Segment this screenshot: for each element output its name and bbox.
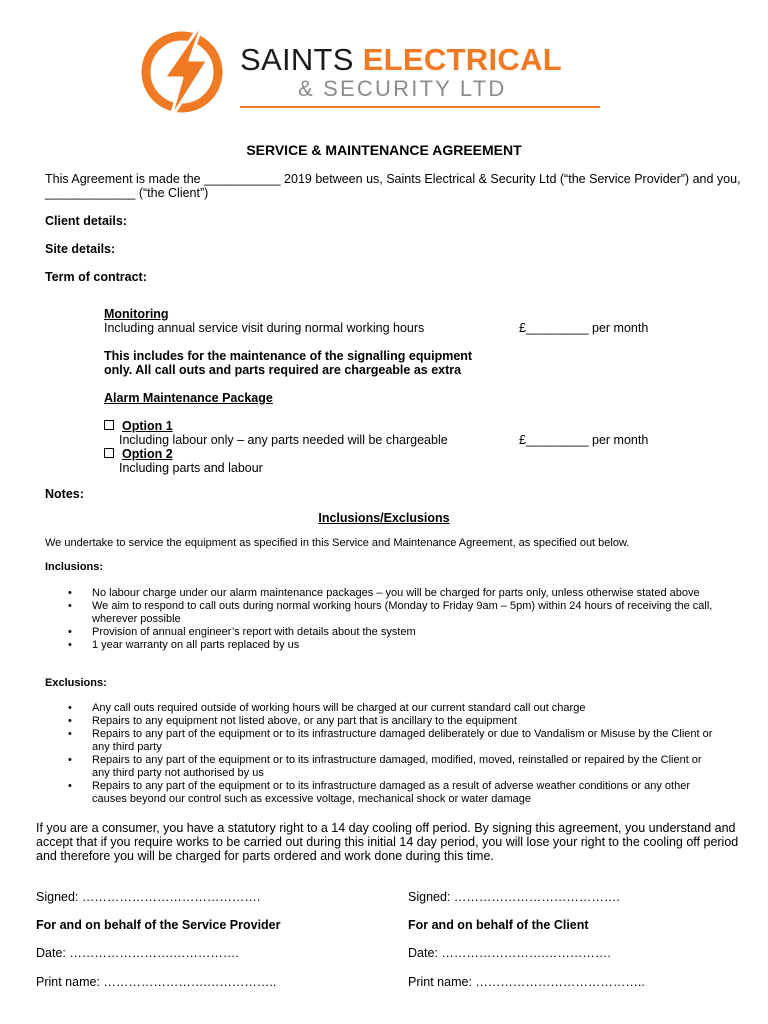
brand-name-saints: SAINTS (240, 42, 363, 77)
undertake-text: We undertake to service the equipment as specified in this Service and Maintenance Agreement, as specified out below. (45, 537, 630, 549)
client-date-field[interactable]: Date: …………………….……………. (408, 946, 611, 960)
brand-name (240, 42, 562, 78)
option1-price: £_________ per month (519, 433, 649, 447)
inclusions-list (92, 587, 722, 652)
notes-label: Notes: (45, 487, 84, 501)
option2-label: Option 2 (122, 447, 173, 461)
brand-name-electrical: ELECTRICAL (362, 42, 563, 77)
page-title: SERVICE & MAINTENANCE AGREEMENT (246, 142, 522, 158)
list-item: • We aim to respond to call outs during normal working hours (Monday to Friday 9am – 5pm) within 24 hours of receiving the call, wherever possible (92, 600, 722, 626)
list-item: • Any call outs required outside of working hours will be charged at our current standard call out charge (92, 702, 722, 715)
package-heading: Alarm Maintenance Package (104, 391, 273, 405)
lightning-bolt-circle-icon (136, 20, 236, 120)
monitoring-price: £_________ per month (519, 321, 649, 335)
brand-tagline: & SECURITY LTD (298, 76, 507, 101)
list-item: • Repairs to any part of the equipment or to its infrastructure damaged deliberately or due to Vandalism or Misuse by the Client or any third party (92, 728, 722, 754)
brand-rule (240, 106, 600, 108)
client-behalf-label: For and on behalf of the Client (408, 918, 589, 932)
provider-behalf-label: For and on behalf of the Service Provider (36, 918, 281, 932)
maintenance-note-line1: This includes for the maintenance of the signalling equipment (104, 349, 473, 363)
inclusions-heading: Inclusions: (45, 561, 104, 573)
monitoring-desc: Including annual service visit during normal working hours (104, 321, 425, 335)
site-details-label: Site details: (45, 242, 116, 256)
client-details-label: Client details: (45, 214, 127, 228)
consumer-rights-paragraph: If you are a consumer, you have a statutory right to a 14 day cooling off period. By signing this agreement, you understand and accept that if you require works to be carried out during this initial 14 day period, you will lose your right to the cooling off period and therefore you will be charged for parts ordered and work done during this time. (36, 821, 739, 863)
option1-desc: Including labour only – any parts needed will be chargeable (119, 433, 448, 447)
option1-checkbox[interactable] (104, 420, 114, 430)
provider-print-name-field[interactable]: Print name: …………………….…………….. (36, 975, 277, 989)
term-of-contract-label: Term of contract: (45, 270, 147, 284)
monitoring-heading: Monitoring (104, 307, 169, 321)
list-item: • 1 year warranty on all parts replaced by us (92, 639, 722, 652)
provider-date-field[interactable]: Date: …………………….……………. (36, 946, 239, 960)
option2-checkbox-row[interactable] (104, 447, 173, 461)
list-item: • Provision of annual engineer’s report with details about the system (92, 626, 722, 639)
list-item: • No labour charge under our alarm maintenance packages – you will be charged for parts only, unless otherwise stated above (92, 587, 722, 600)
inclusions-exclusions-heading: Inclusions/Exclusions (318, 511, 450, 525)
option2-checkbox[interactable] (104, 448, 114, 458)
list-item: • Repairs to any equipment not listed above, or any part that is ancillary to the equipment (92, 715, 722, 728)
client-print-name-field[interactable]: Print name: ………………………………….. (408, 975, 645, 989)
provider-signed-field[interactable]: Signed: ……………………………………. (36, 890, 261, 904)
option1-checkbox-row[interactable] (104, 419, 173, 433)
exclusions-heading: Exclusions: (45, 677, 107, 689)
list-item: • Repairs to any part of the equipment or to its infrastructure damaged as a result of adverse weather conditions or any other causes beyond our control such as excessive voltage, mechanical shock or water damage (92, 780, 722, 806)
client-signed-field[interactable]: Signed: …………………………………. (408, 890, 620, 904)
intro-text: This Agreement is made the ___________ 2019 between us, Saints Electrical & Security Ltd (“the Service Provider”) and you, _____________ (“the Client”) (45, 172, 741, 200)
option2-desc: Including parts and labour (119, 461, 263, 475)
exclusions-list (92, 702, 722, 806)
option1-label: Option 1 (122, 419, 173, 433)
maintenance-note-line2: only. All call outs and parts required are chargeable as extra (104, 363, 462, 377)
list-item: • Repairs to any part of the equipment or to its infrastructure damaged, modified, moved, reinstalled or repaired by the Client or any third party not authorised by us (92, 754, 722, 780)
